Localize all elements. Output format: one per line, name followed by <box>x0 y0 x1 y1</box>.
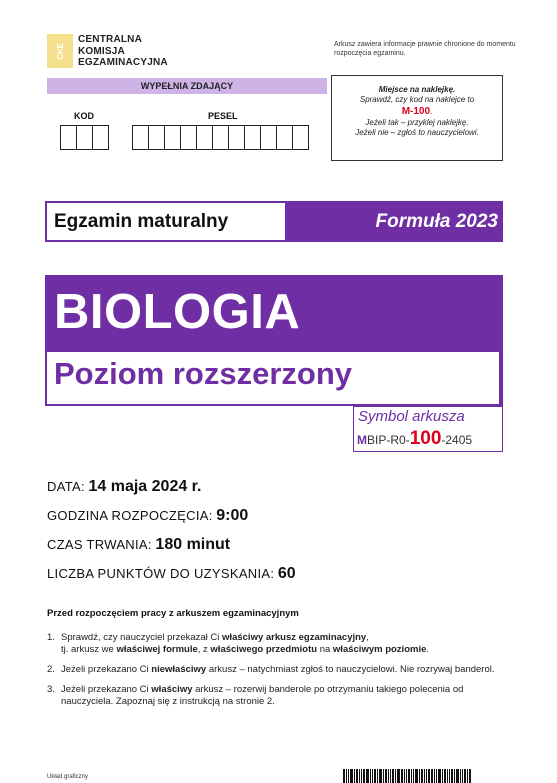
instructions-list <box>47 632 507 716</box>
points-label: LICZBA PUNKTÓW DO UZYSKANIA: <box>47 566 275 581</box>
instruction-emphasis: właściwej formule <box>116 644 198 655</box>
level-text: Poziom rozszerzony <box>54 356 352 391</box>
instruction-fragment: , z <box>197 644 211 655</box>
kod-digit-box[interactable] <box>76 125 93 150</box>
sticker-check-text: Sprawdź, czy kod na naklejce to <box>359 95 475 104</box>
footer-label: Układ graficzny <box>47 774 89 780</box>
instruction-item <box>47 684 507 708</box>
subject-title: BIOLOGIA <box>54 285 301 339</box>
pesel-label: PESEL <box>208 111 238 121</box>
barcode <box>343 769 497 783</box>
instruction-fragment: arkusz – rozerwij banderole po otrzymaniu takiego polecenia od nauczyciela. Zapoznaj się z instrukcją na stronie 2. <box>61 684 464 707</box>
logo-line: EGZAMINACYJNA <box>78 57 168 68</box>
logo-line: KOMISJA <box>78 45 125 57</box>
start-time-label: GODZINA ROZPOCZĘCIA: <box>47 508 213 523</box>
kod-digit-box[interactable] <box>60 125 77 150</box>
instruction-fragment: na <box>317 644 333 655</box>
pesel-digit-box[interactable] <box>244 125 261 150</box>
symbol-code-number: 100 <box>409 428 442 449</box>
instruction-fragment: tj. arkusz we <box>61 644 117 655</box>
pesel-digit-box[interactable] <box>180 125 197 150</box>
instruction-number: 3. <box>47 684 55 695</box>
symbol-code <box>357 428 472 450</box>
instruction-emphasis: właściwy <box>151 684 193 695</box>
date-label: DATA: <box>47 479 85 494</box>
pesel-digit-box[interactable] <box>132 125 149 150</box>
instruction-emphasis: właściwego przedmiotu <box>210 644 318 655</box>
sticker-title: Miejsce na naklejkę. <box>378 85 456 94</box>
instruction-fragment: Jeżeli przekazano Ci <box>61 684 152 695</box>
instruction-number: 2. <box>47 664 55 675</box>
sticker-yes-text: Jeżeli tak – przyklej naklejkę. <box>365 118 469 127</box>
date-line <box>47 478 201 496</box>
instruction-text <box>61 684 507 708</box>
pesel-digit-box[interactable] <box>276 125 293 150</box>
logo-line: CENTRALNA <box>78 34 143 45</box>
instruction-text <box>61 664 495 676</box>
points-value: 60 <box>277 565 296 582</box>
logo-mark-text: CKE <box>55 42 65 60</box>
cke-logo-text <box>78 34 168 69</box>
instruction-fragment: Sprawdź, czy nauczyciel przekazał Ci <box>61 632 223 643</box>
symbol-code-suffix: -2405 <box>441 433 473 447</box>
pesel-input-boxes[interactable] <box>132 125 308 150</box>
fill-by-candidate-bar: WYPEŁNIA ZDAJĄCY <box>47 78 327 94</box>
instruction-fragment: arkusz – natychmiast zgłoś to nauczycielowi. Nie rozrywaj banderol. <box>206 664 495 675</box>
start-time-value: 9:00 <box>216 507 249 524</box>
symbol-code-m: M <box>357 433 367 447</box>
instruction-fragment: , <box>366 632 369 643</box>
date-value: 14 maja 2024 r. <box>88 478 202 495</box>
kod-digit-box[interactable] <box>92 125 109 150</box>
sticker-code-period: . <box>430 107 433 116</box>
sticker-no-text: Jeżeli nie – zgłoś to nauczycielowi. <box>355 128 479 137</box>
kod-label: KOD <box>74 111 94 121</box>
exam-type: Egzamin maturalny <box>47 203 285 240</box>
duration-line <box>47 536 230 554</box>
instruction-emphasis: niewłaściwy <box>151 664 207 675</box>
instructions-title: Przed rozpoczęciem pracy z arkuszem egzaminacyjnym <box>47 608 299 619</box>
instruction-text <box>61 632 429 656</box>
pesel-digit-box[interactable] <box>196 125 213 150</box>
start-time-line <box>47 507 248 525</box>
pesel-digit-box[interactable] <box>292 125 309 150</box>
duration-value: 180 minut <box>155 536 231 553</box>
instruction-item <box>47 664 507 676</box>
pesel-digit-box[interactable] <box>260 125 277 150</box>
pesel-digit-box[interactable] <box>212 125 229 150</box>
pesel-digit-box[interactable] <box>164 125 181 150</box>
points-line <box>47 565 296 583</box>
symbol-label: Symbol arkusza <box>358 408 465 425</box>
pesel-digit-box[interactable] <box>228 125 245 150</box>
instruction-fragment: . <box>426 644 430 655</box>
legal-note: Arkusz zawiera informacje prawnie chronione do momentu rozpoczęcia egzaminu. <box>334 41 516 57</box>
cke-logo-mark <box>47 34 73 68</box>
exam-formula: Formuła 2023 <box>375 211 498 232</box>
instruction-emphasis: właściwym poziomie <box>332 644 427 655</box>
instruction-number: 1. <box>47 632 55 643</box>
symbol-code-prefix: BIP-R0- <box>367 433 410 447</box>
sticker-area <box>331 75 503 161</box>
instruction-item <box>47 632 507 656</box>
duration-label: CZAS TRWANIA: <box>47 537 152 552</box>
instruction-emphasis: właściwy arkusz egzaminacyjny <box>222 632 367 643</box>
sticker-code: M-100 <box>401 106 431 117</box>
pesel-digit-box[interactable] <box>148 125 165 150</box>
kod-input-boxes[interactable] <box>60 125 108 150</box>
instruction-fragment: Jeżeli przekazano Ci <box>61 664 152 675</box>
